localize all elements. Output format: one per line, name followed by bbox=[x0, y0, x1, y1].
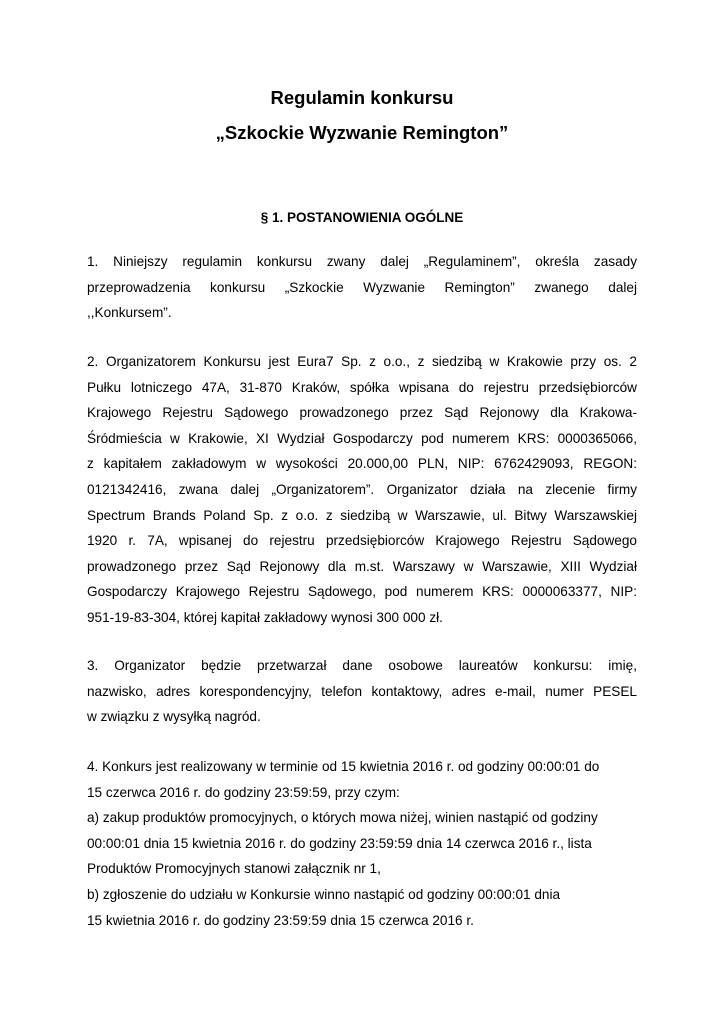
paragraph-line: Gospodarczy Krajowego Rejestru Sądowego, pod numerem KRS: 0000063377, NIP: bbox=[87, 584, 637, 600]
paragraph-line: Pułku lotniczego 47A, 31-870 Kraków, spółka wpisana do rejestru przedsiębiorców bbox=[87, 379, 637, 395]
section-heading: § 1. POSTANOWIENIA OGÓLNE bbox=[260, 210, 464, 225]
paragraph-3 bbox=[87, 653, 637, 730]
paragraph-line: Produktów Promocyjnych stanowi załącznik nr 1, bbox=[87, 861, 381, 877]
paragraph-4 bbox=[87, 754, 637, 933]
paragraph-line: przeprowadzenia konkursu „Szkockie Wyzwanie Remington” zwanego dalej bbox=[87, 279, 637, 295]
paragraph-line: 00:00:01 dnia 15 kwietnia 2016 r. do godziny 23:59:59 dnia 14 czerwca 2016 r., lista bbox=[87, 835, 592, 851]
paragraph-line: 15 czerwca 2016 r. do godziny 23:59:59, przy czym: bbox=[87, 784, 400, 800]
paragraph-line: 1920 r. 7A, wpisanej do rejestru przedsiębiorców Krajowego Rejestru Sądowego bbox=[87, 533, 637, 549]
paragraph-line: 951-19-83-304, której kapitał zakładowy wynosi 300 000 zł. bbox=[87, 609, 443, 625]
paragraph-line: 15 kwietnia 2016 r. do godziny 23:59:59 dnia 15 czerwca 2016 r. bbox=[87, 912, 474, 928]
paragraph-line: Spectrum Brands Poland Sp. z o.o. z siedzibą w Warszawie, ul. Bitwy Warszawskiej bbox=[87, 507, 637, 523]
paragraph-line: prowadzonego przez Sąd Rejonowy dla m.st. Warszawy w Warszawie, XIII Wydział bbox=[87, 558, 637, 574]
paragraph-line: 2. Organizatorem Konkursu jest Eura7 Sp. z o.o., z siedzibą w Krakowie przy os. 2 bbox=[87, 354, 637, 369]
paragraph-line: Krajowego Rejestru Sądowego prowadzonego przez Sąd Rejonowy dla Krakowa- bbox=[87, 405, 637, 421]
paragraph-line: b) zgłoszenie do udziału w Konkursie winno nastąpić od godziny 00:00:01 dnia bbox=[87, 886, 561, 902]
paragraph-line: 1. Niniejszy regulamin konkursu zwany dalej „Regulaminem”, określa zasady bbox=[87, 254, 637, 269]
paragraph-1 bbox=[87, 249, 637, 326]
paragraph-line: 3. Organizator będzie przetwarzał dane osobowe laureatów konkursu: imię, bbox=[87, 658, 637, 673]
paragraph-line: ,,Konkursem”. bbox=[87, 305, 172, 321]
paragraph-line: 0121342416, zwana dalej „Organizatorem”. Organizator działa na zlecenie firmy bbox=[87, 481, 637, 497]
paragraph-line: nazwisko, adres korespondencyjny, telefon kontaktowy, adres e-mail, numer PESEL bbox=[87, 683, 637, 699]
paragraph-line: 4. Konkurs jest realizowany w terminie od 15 kwietnia 2016 r. od godziny 00:00:01 do bbox=[87, 759, 600, 774]
paragraph-line: z kapitałem zakładowym w wysokości 20.000,00 PLN, NIP: 6762429093, REGON: bbox=[87, 456, 637, 472]
paragraph-line: Śródmieścia w Krakowie, XI Wydział Gospodarczy pod numerem KRS: 0000365066, bbox=[87, 430, 637, 446]
paragraph-line: w związku z wysyłką nagród. bbox=[87, 709, 261, 725]
paragraph-2 bbox=[87, 349, 637, 631]
document-subtitle: „Szkockie Wyzwanie Remington” bbox=[215, 122, 509, 143]
document-title: Regulamin konkursu bbox=[270, 87, 454, 108]
paragraph-line: a) zakup produktów promocyjnych, o których mowa niżej, winien nastąpić od godziny bbox=[87, 810, 598, 826]
